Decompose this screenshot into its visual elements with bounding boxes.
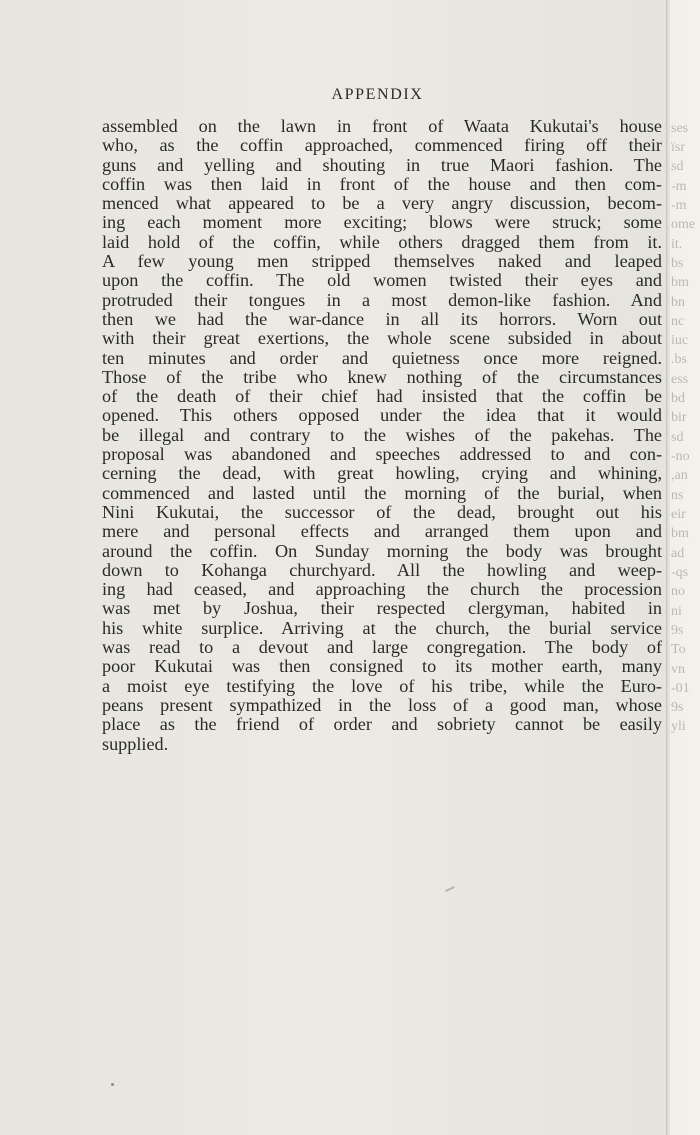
text-line: down to Kohanga churchyard. All the howling and weep- — [102, 559, 662, 580]
text-line: menced what appeared to be a very angry discussion, becom- — [102, 193, 662, 214]
text-line: opened. This others opposed under the idea that it would — [102, 405, 662, 426]
text-line: cerning the dead, with great howling, crying and whining, — [102, 463, 662, 484]
bleed-fragment: -m — [671, 198, 687, 213]
text-line: around the coffin. On Sunday morning the body was brought — [102, 540, 662, 561]
text-line: was met by Joshua, their respected clergyman, habited in — [102, 598, 662, 619]
text-line: of the death of their chief had insisted that the coffin be — [102, 386, 662, 407]
text-line: poor Kukutai was then consigned to its mother earth, many — [102, 656, 662, 677]
text-line: was read to a devout and large congregation. The body of — [102, 637, 662, 658]
bleed-fragment: no — [671, 584, 685, 599]
facing-page-edge — [666, 0, 700, 1135]
bleed-fragment: 9s — [671, 700, 684, 715]
text-line: ten minutes and order and quietness once more reigned. — [102, 347, 662, 368]
bleed-fragment: iuc — [671, 333, 689, 348]
bleed-fragment: .bs — [671, 352, 687, 367]
bleed-fragment: ome — [671, 217, 696, 232]
bleed-fragment: 9s — [671, 623, 684, 638]
bleed-fragment: ns — [671, 488, 684, 503]
bleed-fragment: sd — [671, 159, 684, 174]
text-line: place as the friend of order and sobriety cannot be easily — [102, 714, 662, 735]
bleed-fragment: vn — [671, 662, 685, 677]
bleed-fragment: -m — [671, 179, 687, 194]
bleed-fragment: ,an — [671, 468, 688, 483]
text-line: A few young men stripped themselves naked and leaped — [102, 251, 662, 272]
page-blemish — [445, 886, 455, 892]
text-line: be illegal and contrary to the wishes of the pakehas. The — [102, 424, 662, 445]
bleed-fragment: it. — [671, 237, 683, 252]
text-line: guns and yelling and shouting in true Maori fashion. The — [102, 154, 662, 175]
text-line: proposal was abandoned and speeches addressed to and con- — [102, 444, 662, 465]
bleed-fragment: ses — [671, 121, 689, 136]
text-line: who, as the coffin approached, commenced firing off their — [102, 135, 662, 156]
text-line: ing each moment more exciting; blows were struck; some — [102, 212, 662, 233]
text-line: Nini Kukutai, the successor of the dead, brought out his — [102, 501, 662, 522]
text-line: his white surplice. Arriving at the church, the burial service — [102, 617, 662, 638]
text-line: upon the coffin. The old women twisted their eyes and — [102, 270, 662, 291]
bleed-fragment: To — [671, 642, 686, 657]
text-line: Those of the tribe who knew nothing of the circumstances — [102, 366, 662, 387]
bleed-fragment: sd — [671, 430, 684, 445]
text-line: with their great exertions, the whole scene subsided in about — [102, 328, 662, 349]
bleed-fragment: -01 — [671, 681, 690, 696]
bleed-fragment: ïsr — [671, 140, 685, 155]
page-speck — [111, 1083, 114, 1086]
bleed-fragment: ni — [671, 604, 682, 619]
text-line: mere and personal effects and arranged them upon and — [102, 521, 662, 542]
bleed-fragment: bd — [671, 391, 685, 406]
text-line: ing had ceased, and approaching the church the procession — [102, 579, 662, 600]
page-heading: APPENDIX — [331, 86, 424, 103]
bleed-fragment: -qs — [671, 565, 689, 580]
body-text — [102, 117, 662, 754]
bleed-fragment: bm — [671, 526, 689, 541]
text-line: laid hold of the coffin, while others dragged them from it. — [102, 231, 662, 252]
text-line: supplied. — [102, 733, 169, 754]
bleed-fragment: bn — [671, 295, 685, 310]
text-line: commenced and lasted until the morning of the burial, when — [102, 482, 662, 503]
bleed-fragment: ad — [671, 546, 685, 561]
text-line: peans present sympathized in the loss of a good man, whose — [102, 694, 662, 715]
bleed-fragment: bm — [671, 275, 689, 290]
bleed-fragment: bs — [671, 256, 684, 271]
text-line: a moist eye testifying the love of his tribe, while the Euro- — [102, 675, 662, 696]
text-line: protruded their tongues in a most demon-like fashion. And — [102, 289, 662, 310]
bleed-fragment: ess — [671, 372, 689, 387]
text-line: assembled on the lawn in front of Waata Kukutai's house — [102, 116, 662, 136]
bleed-fragment: bir — [671, 410, 687, 425]
text-line: then we had the war-dance in all its horrors. Worn out — [102, 308, 662, 329]
bleed-fragment: -no — [671, 449, 690, 464]
bleed-fragment: eir — [671, 507, 686, 522]
text-line: coffin was then laid in front of the house and then com- — [102, 173, 662, 194]
bleed-fragment: yli — [671, 719, 686, 734]
bleed-fragment: nc — [671, 314, 685, 329]
